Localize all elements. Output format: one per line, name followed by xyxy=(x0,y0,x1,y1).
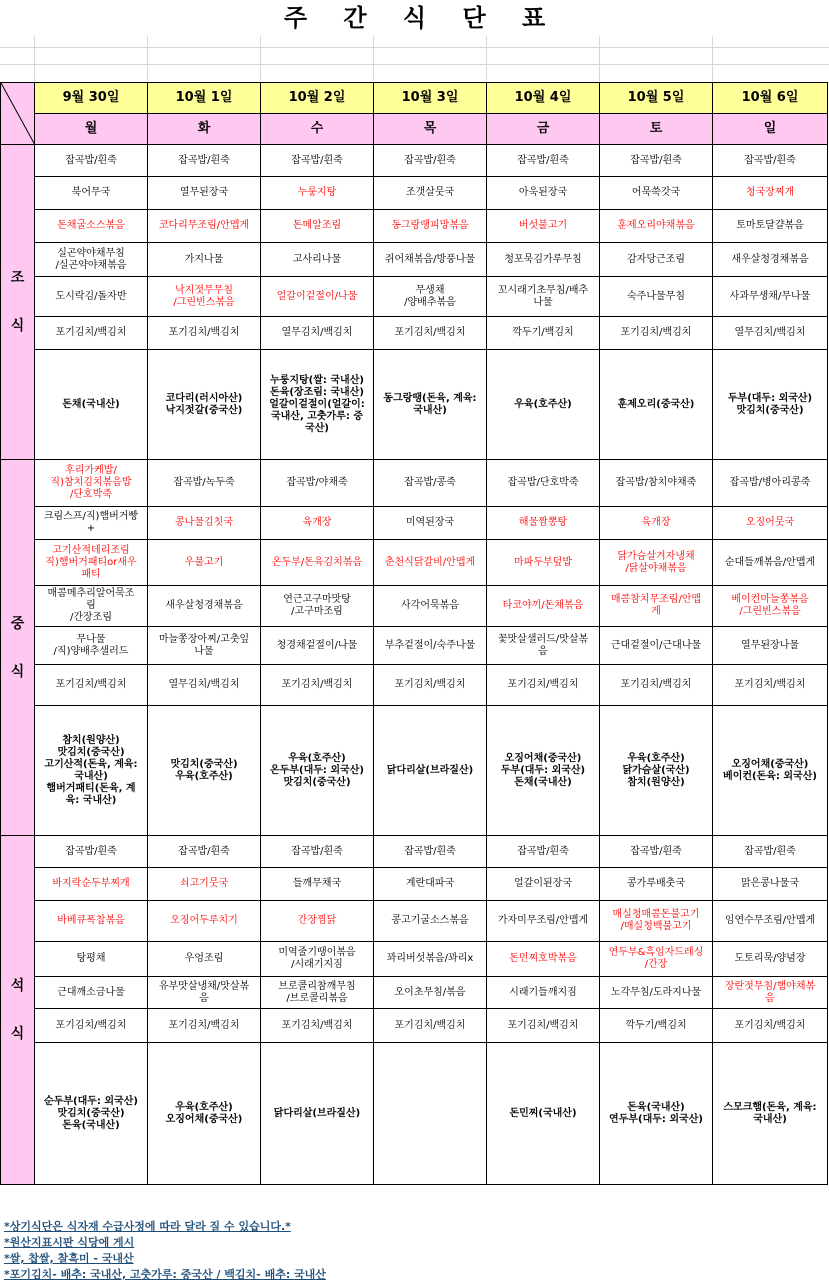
meal-label-breakfast: 조 식 xyxy=(1,145,35,460)
weekday-cell: 화 xyxy=(148,114,261,145)
menu-item: 가자미무조림/안맵게 xyxy=(487,901,600,942)
grid-line xyxy=(712,36,713,83)
origin-row xyxy=(1,350,828,460)
menu-item: 포기김치/백김치 xyxy=(35,665,148,706)
date-cell: 10월 2일 xyxy=(261,83,374,114)
menu-item: 포기김치/백김치 xyxy=(374,1009,487,1043)
menu-item: 깍두기/백김치 xyxy=(600,1009,713,1043)
date-cell: 10월 4일 xyxy=(487,83,600,114)
menu-item: 연근고구마맛탕 /고구마조림 xyxy=(261,586,374,627)
menu-item: 오징어두루치기 xyxy=(148,901,261,942)
menu-item: 쇠고기뭇국 xyxy=(148,868,261,901)
grid-line xyxy=(0,47,829,48)
menu-item: 동그랑땡피망볶음 xyxy=(374,210,487,243)
grid-line xyxy=(147,36,148,83)
note-line: *상기식단은 식자재 수급사정에 따라 달라 질 수 있습니다.* xyxy=(4,1220,291,1233)
menu-row xyxy=(1,977,828,1009)
menu-item: 잡곡밥/흰죽 xyxy=(374,145,487,177)
menu-item: 새우살청경채볶음 xyxy=(713,243,828,277)
menu-item: 잡곡밥/흰죽 xyxy=(148,145,261,177)
menu-item: 육개장 xyxy=(600,507,713,540)
menu-item: 콩가루배춧국 xyxy=(600,868,713,901)
menu-item: 계란대파국 xyxy=(374,868,487,901)
menu-item: 포기김치/백김치 xyxy=(35,317,148,350)
menu-item: 가지나물 xyxy=(148,243,261,277)
origin-cell xyxy=(374,1043,487,1185)
menu-item: 숙주나물무침 xyxy=(600,277,713,317)
menu-item: 꽈리버섯볶음/꽈리x xyxy=(374,942,487,977)
menu-item: 포기김치/백김치 xyxy=(148,317,261,350)
menu-item: 잡곡밥/흰죽 xyxy=(713,836,828,868)
origin-cell: 코다리(러시아산) 낙지젓갈(중국산) xyxy=(148,350,261,460)
grid-line xyxy=(34,36,35,83)
menu-row xyxy=(1,540,828,586)
menu-item: 잡곡밥/흰죽 xyxy=(374,836,487,868)
menu-row xyxy=(1,1009,828,1043)
date-cell: 10월 6일 xyxy=(713,83,828,114)
menu-item: 탕평채 xyxy=(35,942,148,977)
menu-item: 무생채 /양배추볶음 xyxy=(374,277,487,317)
menu-item: 포기김치/백김치 xyxy=(374,665,487,706)
origin-cell: 돈채(국내산) xyxy=(35,350,148,460)
menu-item: 열무된장국 xyxy=(148,177,261,210)
notes xyxy=(4,1219,824,1283)
menu-item: 꼬시래기초무침/배추 나물 xyxy=(487,277,600,317)
menu-item: 잡곡밥/흰죽 xyxy=(261,145,374,177)
menu-row xyxy=(1,665,828,706)
menu-item: 포기김치/백김치 xyxy=(487,665,600,706)
origin-cell: 우육(호주산) 닭가슴살(국산) 참치(원양산) xyxy=(600,706,713,836)
menu-row xyxy=(1,460,828,507)
menu-item: 얼갈이겉절이/나물 xyxy=(261,277,374,317)
weekday-cell: 일 xyxy=(713,114,828,145)
menu-item: 고사리나물 xyxy=(261,243,374,277)
origin-cell: 닭다리살(브라질산) xyxy=(261,1043,374,1185)
origin-cell: 동그랑땡(돈육, 계육: 국내산) xyxy=(374,350,487,460)
meal-label-lunch: 중 식 xyxy=(1,460,35,836)
menu-item: 청국장찌개 xyxy=(713,177,828,210)
menu-item: 포기김치/백김치 xyxy=(374,317,487,350)
menu-item: 닭가슴살겨자냉채 /닭살야채볶음 xyxy=(600,540,713,586)
grid-line xyxy=(260,36,261,83)
origin-row xyxy=(1,1043,828,1185)
menu-item: 아욱된장국 xyxy=(487,177,600,210)
origin-cell: 우육(호주산) 오징어채(중국산) xyxy=(148,1043,261,1185)
menu-item: 마파두부덮밥 xyxy=(487,540,600,586)
menu-item: 도토리묵/양념장 xyxy=(713,942,828,977)
menu-row xyxy=(1,145,828,177)
origin-cell: 오징어채(중국산) 두부(대두: 외국산) 돈채(국내산) xyxy=(487,706,600,836)
origin-cell: 돈육(국내산) 연두부(대두: 외국산) xyxy=(600,1043,713,1185)
origin-cell: 누룽지탕(쌀: 국내산) 돈육(장조림: 국내산) 얼갈이겉절이(얼갈이: 국내산, 고춧가루: 중 국산) xyxy=(261,350,374,460)
menu-item: 도시락김/돌자반 xyxy=(35,277,148,317)
menu-row xyxy=(1,210,828,243)
menu-item: 해물짬뽕탕 xyxy=(487,507,600,540)
menu-item: 잡곡밥/콩죽 xyxy=(374,460,487,507)
menu-item: 토마토달걀볶음 xyxy=(713,210,828,243)
date-cell: 9월 30일 xyxy=(35,83,148,114)
origin-cell: 스모크햄(돈육, 계육: 국내산) xyxy=(713,1043,828,1185)
menu-item: 근대겉절이/근대나물 xyxy=(600,627,713,665)
weekday-cell: 목 xyxy=(374,114,487,145)
menu-item: 근대깨소금나물 xyxy=(35,977,148,1009)
menu-item: 바베큐폭찹볶음 xyxy=(35,901,148,942)
weekday-cell: 토 xyxy=(600,114,713,145)
menu-item: 매콤메추리알어묵조 림 /간장조림 xyxy=(35,586,148,627)
page-title: 주 간 식 단 표 xyxy=(283,4,560,32)
date-cell: 10월 3일 xyxy=(374,83,487,114)
menu-item: 순대들깨볶음/안맵게 xyxy=(713,540,828,586)
menu-item: 오이초무침/볶음 xyxy=(374,977,487,1009)
menu-item: 포기김치/백김치 xyxy=(261,1009,374,1043)
menu-item: 매콤참치무조림/안맵 게 xyxy=(600,586,713,627)
empty-sheet-rows xyxy=(0,36,829,83)
date-cell: 10월 5일 xyxy=(600,83,713,114)
grid-line xyxy=(486,36,487,83)
menu-item: 잡곡밥/병아리콩죽 xyxy=(713,460,828,507)
menu-item: 낙지젓무무침 /그린빈스볶음 xyxy=(148,277,261,317)
menu-item: 매실청매콤돈불고기 /매실청백불고기 xyxy=(600,901,713,942)
origin-cell: 우육(호주산) xyxy=(487,350,600,460)
menu-item: 사과무생채/무나물 xyxy=(713,277,828,317)
menu-item: 바지락순두부찌개 xyxy=(35,868,148,901)
menu-item: 돈메알조림 xyxy=(261,210,374,243)
corner-cell xyxy=(1,83,35,145)
origin-cell: 오징어채(중국산) 베이컨(돈육: 외국산) xyxy=(713,706,828,836)
menu-item: 감자당근조림 xyxy=(600,243,713,277)
menu-item: 조갯살뭇국 xyxy=(374,177,487,210)
menu-item: 장란젓무침/햄야채볶 음 xyxy=(713,977,828,1009)
menu-item: 포기김치/백김치 xyxy=(148,1009,261,1043)
weekday-cell: 금 xyxy=(487,114,600,145)
weekday-header-row xyxy=(1,114,828,145)
menu-item: 유부맛살냉채/맛살볶 음 xyxy=(148,977,261,1009)
menu-row xyxy=(1,627,828,665)
weekday-cell: 월 xyxy=(35,114,148,145)
menu-item: 크림스프/직)햄버거빵 + xyxy=(35,507,148,540)
menu-item: 잡곡밥/흰죽 xyxy=(487,836,600,868)
menu-item: 노각무침/도라지나물 xyxy=(600,977,713,1009)
menu-item: 우엉조림 xyxy=(148,942,261,977)
menu-item: 버섯불고기 xyxy=(487,210,600,243)
menu-item: 고기산적데리조림 직)햄버거패티or새우 패티 xyxy=(35,540,148,586)
menu-item: 콩나물김칫국 xyxy=(148,507,261,540)
grid-line xyxy=(599,36,600,83)
origin-row xyxy=(1,706,828,836)
menu-item: 잡곡밥/흰죽 xyxy=(487,145,600,177)
menu-item: 돈민찌호박볶음 xyxy=(487,942,600,977)
menu-row xyxy=(1,586,828,627)
menu-item: 오징어뭇국 xyxy=(713,507,828,540)
date-cell: 10월 1일 xyxy=(148,83,261,114)
menu-item: 춘천식닭갈비/안맵게 xyxy=(374,540,487,586)
menu-item: 타코야끼/돈채볶음 xyxy=(487,586,600,627)
menu-item: 포기김치/백김치 xyxy=(600,665,713,706)
origin-cell: 닭다리살(브라질산) xyxy=(374,706,487,836)
menu-item: 후리가케밥/ 직)참치김치볶음밥 /단호박죽 xyxy=(35,460,148,507)
menu-item: 포기김치/백김치 xyxy=(487,1009,600,1043)
note-line: *원산지표시판 식당에 게시 xyxy=(4,1236,135,1249)
menu-item: 포기김치/백김치 xyxy=(600,317,713,350)
origin-cell: 훈제오리(중국산) xyxy=(600,350,713,460)
menu-item: 훈제오리야채볶음 xyxy=(600,210,713,243)
menu-row xyxy=(1,942,828,977)
menu-item: 잡곡밥/흰죽 xyxy=(600,145,713,177)
menu-item: 어묵쑥갓국 xyxy=(600,177,713,210)
menu-item: 깍두기/백김치 xyxy=(487,317,600,350)
menu-item: 포기김치/백김치 xyxy=(35,1009,148,1043)
grid-line xyxy=(0,64,829,65)
diagonal-divider xyxy=(1,83,35,145)
menu-row xyxy=(1,277,828,317)
menu-item: 잡곡밥/흰죽 xyxy=(600,836,713,868)
menu-item: 누룽지탕 xyxy=(261,177,374,210)
note-line: *쌀, 찹쌀, 찰흑미 - 국내산 xyxy=(4,1252,134,1265)
menu-item: 잡곡밥/야채죽 xyxy=(261,460,374,507)
origin-cell: 돈민찌(국내산) xyxy=(487,1043,600,1185)
date-header-row xyxy=(1,83,828,114)
weekday-cell: 수 xyxy=(261,114,374,145)
menu-row xyxy=(1,177,828,210)
menu-item: 베이컨마늘쫑볶음 /그린빈스볶음 xyxy=(713,586,828,627)
menu-item: 잡곡밥/흰죽 xyxy=(35,836,148,868)
menu-item: 연두부&흑임자드레싱 /간장 xyxy=(600,942,713,977)
menu-item: 잡곡밥/흰죽 xyxy=(148,836,261,868)
menu-row xyxy=(1,901,828,942)
menu-item: 청포묵김가루무침 xyxy=(487,243,600,277)
menu-item: 미역줄기땡이볶음 /시래기지짐 xyxy=(261,942,374,977)
menu-item: 임연수무조림/안맵게 xyxy=(713,901,828,942)
menu-item: 실곤약야채무침 /실곤약야채볶음 xyxy=(35,243,148,277)
menu-item: 얼갈이된장국 xyxy=(487,868,600,901)
menu-item: 포기김치/백김치 xyxy=(261,665,374,706)
menu-item: 잡곡밥/흰죽 xyxy=(261,836,374,868)
origin-cell: 우육(호주산) 온두부(대두: 외국산) 맛김치(중국산) xyxy=(261,706,374,836)
menu-item: 잡곡밥/흰죽 xyxy=(35,145,148,177)
menu-item: 간장찜닭 xyxy=(261,901,374,942)
menu-item: 북어무국 xyxy=(35,177,148,210)
menu-item: 돈채굴소스볶음 xyxy=(35,210,148,243)
menu-item: 청경채겉절이/나물 xyxy=(261,627,374,665)
weekly-menu-table xyxy=(0,82,828,1185)
menu-item: 열무김치/백김치 xyxy=(148,665,261,706)
menu-item: 포기김치/백김치 xyxy=(713,665,828,706)
menu-row xyxy=(1,507,828,540)
origin-cell: 참치(원양산) 맛김치(중국산) 고기산적(돈육, 계육: 국내산) 햄버거패티(돈육, 계 육: 국내산) xyxy=(35,706,148,836)
menu-item: 사각어묵볶음 xyxy=(374,586,487,627)
menu-item: 시래기들깨지짐 xyxy=(487,977,600,1009)
menu-item: 우불고기 xyxy=(148,540,261,586)
menu-item: 온두부/돈육김치볶음 xyxy=(261,540,374,586)
menu-item: 쥐어채볶음/방풍나물 xyxy=(374,243,487,277)
menu-item: 열무김치/백김치 xyxy=(261,317,374,350)
menu-item: 콩고기굴소스볶음 xyxy=(374,901,487,942)
menu-item: 육개장 xyxy=(261,507,374,540)
menu-item: 부추겉절이/숙주나물 xyxy=(374,627,487,665)
menu-item: 잡곡밥/참치야채죽 xyxy=(600,460,713,507)
menu-item: 들깨무채국 xyxy=(261,868,374,901)
menu-item: 포기김치/백김치 xyxy=(713,1009,828,1043)
origin-cell: 두부(대두: 외국산) 맛김치(중국산) xyxy=(713,350,828,460)
menu-item: 꽃맛살샐러드/맛살볶 음 xyxy=(487,627,600,665)
menu-item: 잡곡밥/흰죽 xyxy=(713,145,828,177)
menu-row xyxy=(1,243,828,277)
note-line: *포기김치- 배추: 국내산, 고춧가루: 중국산 / 백김치- 배추: 국내산 xyxy=(4,1268,326,1281)
menu-item: 열무김치/백김치 xyxy=(713,317,828,350)
grid-line xyxy=(373,36,374,83)
meal-label-dinner: 석 식 xyxy=(1,836,35,1185)
menu-item: 무나물 /직)양배추샐러드 xyxy=(35,627,148,665)
menu-row xyxy=(1,836,828,868)
menu-item: 미역된장국 xyxy=(374,507,487,540)
menu-item: 브로콜리참깨무침 /브로콜리볶음 xyxy=(261,977,374,1009)
menu-item: 맑은콩나물국 xyxy=(713,868,828,901)
menu-item: 잡곡밥/녹두죽 xyxy=(148,460,261,507)
origin-cell: 맛김치(중국산) 우육(호주산) xyxy=(148,706,261,836)
origin-cell: 순두부(대두: 외국산) 맛김치(중국산) 돈육(국내산) xyxy=(35,1043,148,1185)
menu-item: 열무된장나물 xyxy=(713,627,828,665)
menu-item: 마늘쫑장아찌/고춧잎 나물 xyxy=(148,627,261,665)
menu-item: 코다리무조림/안맵게 xyxy=(148,210,261,243)
menu-item: 새우살청경채볶음 xyxy=(148,586,261,627)
menu-row xyxy=(1,868,828,901)
menu-row xyxy=(1,317,828,350)
menu-item: 잡곡밥/단호박죽 xyxy=(487,460,600,507)
